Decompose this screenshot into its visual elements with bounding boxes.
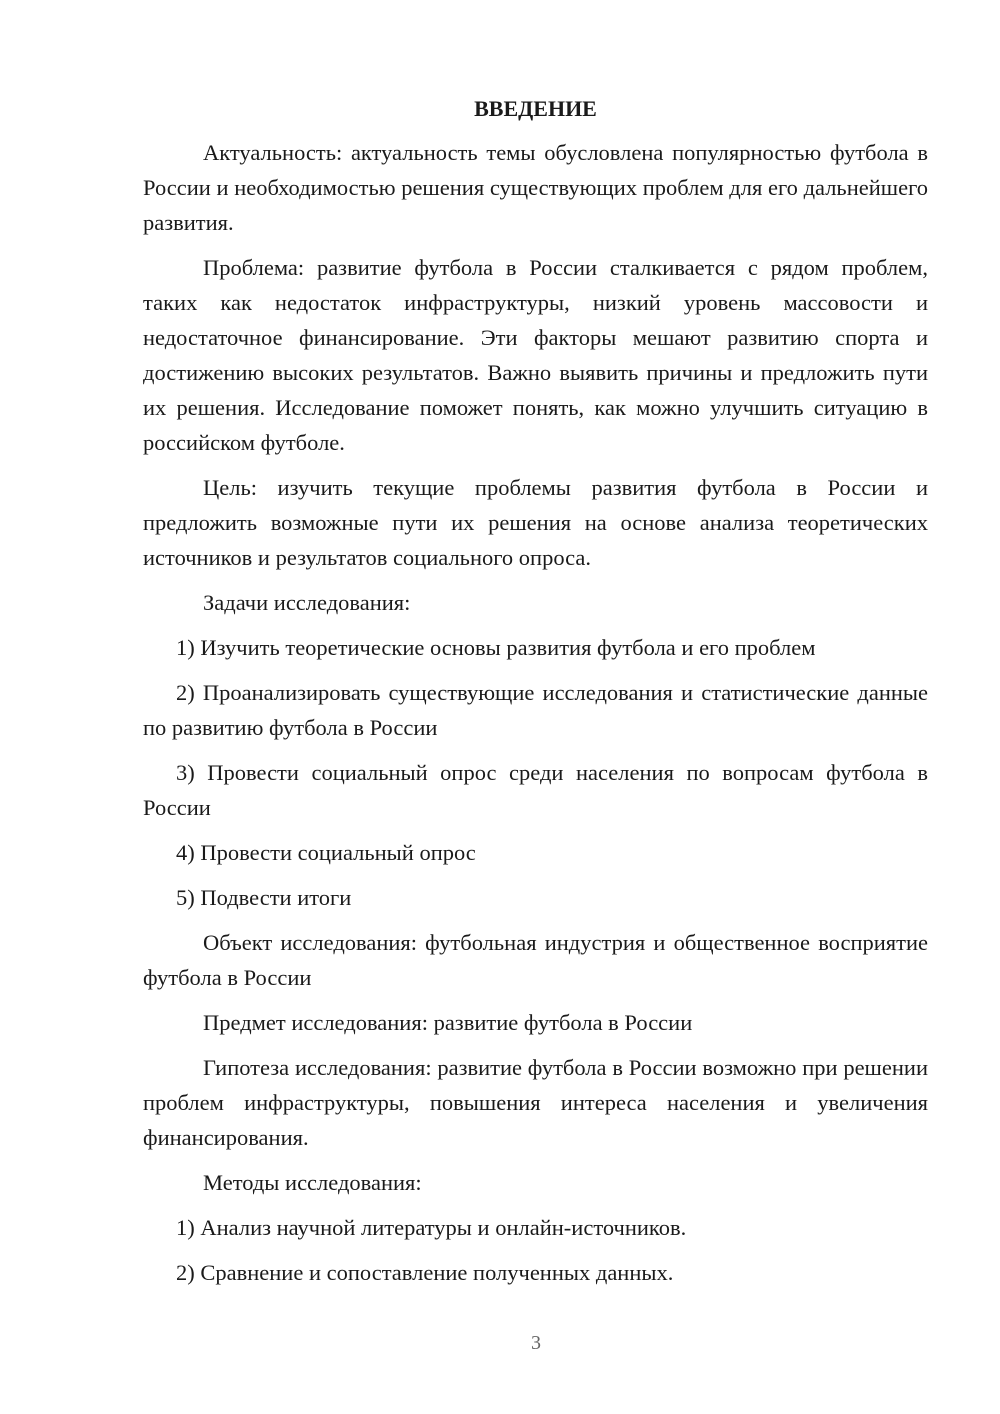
task-item: 2) Проанализировать существующие исследования и статистические данные по развитию футбола в России: [143, 680, 928, 740]
task-item: 5) Подвести итоги: [176, 885, 352, 910]
document-title: ВВЕДЕНИЕ: [474, 96, 597, 121]
object-paragraph: Объект исследования: футбольная индустрия и общественное восприятие футбола в России: [143, 930, 928, 990]
tasks-heading: Задачи исследования:: [203, 590, 411, 615]
subject-paragraph: Предмет исследования: развитие футбола в России: [203, 1010, 693, 1035]
goal-paragraph: Цель: изучить текущие проблемы развития футбола в России и предложить возможные пути их решения на основе анализа теоретических источников и результатов социального опроса.: [143, 475, 928, 570]
methods-heading: Методы исследования:: [203, 1170, 422, 1195]
task-item: 4) Провести социальный опрос: [176, 840, 476, 865]
method-item: 2) Сравнение и сопоставление полученных данных.: [176, 1260, 674, 1285]
page-number: 3: [531, 1332, 541, 1354]
method-item: 1) Анализ научной литературы и онлайн-источников.: [176, 1215, 687, 1240]
task-item: 3) Провести социальный опрос среди населения по вопросам футбола в России: [143, 760, 928, 820]
document-page: [143, 94, 928, 1300]
problem-paragraph: Проблема: развитие футбола в России сталкивается с рядом проблем, таких как недостаток инфраструктуры, низкий уровень массовости и недостаточное финансирование. Эти факторы мешают развитию спорта и достижению высоких результатов. Важно выявить причины и предложить пути их решения. Исследование поможет понять, как можно улучшить ситуацию в российском футболе.: [143, 255, 928, 455]
task-item: 1) Изучить теоретические основы развития футбола и его проблем: [176, 635, 816, 660]
relevance-paragraph: Актуальность: актуальность темы обусловлена популярностью футбола в России и необходимостью решения существующих проблем для его дальнейшего развития.: [143, 140, 928, 235]
hypothesis-paragraph: Гипотеза исследования: развитие футбола в России возможно при решении проблем инфраструктуры, повышения интереса населения и увеличения финансирования.: [143, 1055, 928, 1150]
